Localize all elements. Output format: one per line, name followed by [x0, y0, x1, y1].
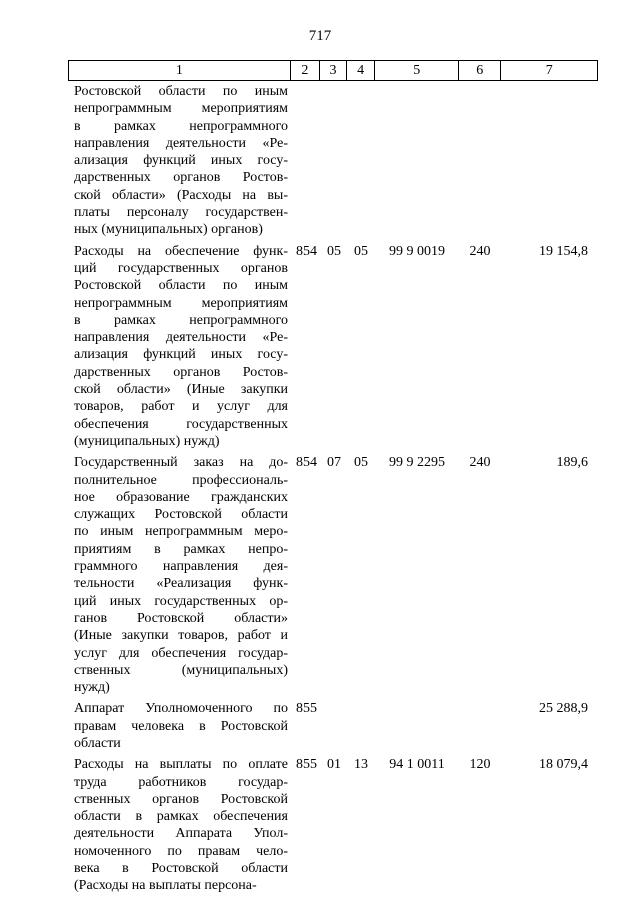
- description-line: дарственных органов Ростов-: [74, 170, 288, 186]
- row-description: [74, 83, 288, 239]
- row-description: [74, 756, 288, 894]
- expense-type-code: 120: [469, 757, 491, 773]
- description-line: ализация функций иных госу-: [74, 153, 288, 169]
- description-line: непрограммным мероприятиям: [74, 295, 288, 311]
- expense-type-code: 240: [469, 455, 491, 471]
- header-col-7: 7: [500, 61, 597, 80]
- subsection-code: 05: [354, 243, 368, 259]
- amount: 25 288,9: [539, 701, 588, 717]
- amount: 19 154,8: [539, 243, 588, 259]
- description-line: Ростовской области по иным: [74, 84, 288, 99]
- expense-type-code: [459, 83, 501, 239]
- description-line: правам человека в Ростовской: [74, 718, 288, 734]
- description-line: служащих Ростовской области: [74, 507, 288, 523]
- description-line: Ростовской области по иным: [74, 278, 288, 294]
- header-col-6: 6: [458, 61, 500, 80]
- description-line: непрограммным мероприятиям: [74, 101, 288, 117]
- description-line: ализация функций иных госу-: [74, 347, 288, 363]
- header-col-4: 4: [346, 61, 375, 80]
- description-line: нужд): [74, 680, 110, 696]
- description-line: ганов Ростовской области»: [74, 610, 288, 626]
- table-row: [68, 83, 598, 239]
- table-header-row: [68, 60, 598, 81]
- description-line: ственных органов Ростовской: [74, 791, 288, 807]
- description-line: (Расходы на выплаты персона-: [74, 878, 257, 894]
- description-line: в рамках непрограммного: [74, 312, 288, 328]
- description-line: (Иные закупки товаров, работ и: [74, 628, 288, 644]
- description-line: направления деятельности «Ре-: [74, 135, 288, 151]
- header-col-5: 5: [374, 61, 458, 80]
- description-line: дарственных органов Ростов-: [74, 364, 288, 380]
- section-code: 07: [327, 455, 341, 471]
- description-line: области в рамках обеспечения: [74, 809, 288, 825]
- subsection-code: [347, 700, 375, 752]
- section-code: 01: [327, 757, 341, 773]
- description-line: ных (муниципальных) органов): [74, 222, 263, 238]
- table-body: [68, 83, 598, 895]
- expense-type-code: [459, 700, 501, 752]
- description-line: ственных (муниципальных): [74, 662, 288, 678]
- subsection-code: [347, 83, 375, 239]
- table-row: [68, 243, 598, 451]
- description-line: услуг для обеспечения государ-: [74, 645, 288, 661]
- page-number: 717: [308, 28, 332, 44]
- description-line: труда работников государ-: [74, 774, 288, 790]
- description-line: ное образование гражданских: [74, 489, 288, 505]
- admin-code: 854: [296, 243, 317, 259]
- description-line: платы персоналу государствен-: [74, 205, 288, 221]
- description-line: Расходы на обеспечение функ-: [74, 243, 288, 259]
- description-line: обеспечения государственных: [74, 416, 288, 432]
- subsection-code: 13: [354, 757, 368, 773]
- description-line: номоченного по правам чело-: [74, 843, 288, 859]
- description-line: граммного направления дея-: [74, 559, 288, 575]
- description-line: полнительное профессиональ-: [74, 472, 288, 488]
- description-line: области: [74, 735, 121, 751]
- expense-type-code: 240: [469, 243, 491, 259]
- header-col-3: 3: [319, 61, 346, 80]
- target-article-code: 99 9 0019: [389, 243, 445, 259]
- table-row: [68, 454, 598, 696]
- description-line: товаров, работ и услуг для: [74, 399, 288, 415]
- description-line: ской области» (Иные закупки: [74, 382, 288, 398]
- description-line: (муниципальных) нужд): [74, 433, 220, 449]
- amount: [501, 83, 593, 239]
- description-line: ской области» (Расходы на вы-: [74, 187, 288, 203]
- header-col-1: 1: [175, 63, 183, 78]
- admin-code: 854: [296, 455, 317, 471]
- section-code: 05: [327, 243, 341, 259]
- amount: 189,6: [556, 455, 588, 471]
- amount: 18 079,4: [539, 757, 588, 773]
- description-line: века в Ростовской области: [74, 861, 288, 877]
- target-article-code: [375, 700, 459, 752]
- description-line: тельности «Реализация функ-: [74, 576, 288, 592]
- description-line: в рамках непрограммного: [74, 118, 288, 134]
- description-line: ций иных государственных ор-: [74, 593, 288, 609]
- table-row: [68, 756, 598, 894]
- target-article-code: [375, 83, 459, 239]
- admin-code: 855: [296, 757, 317, 773]
- section-code: [321, 700, 347, 752]
- admin-code: [292, 83, 321, 239]
- row-description: [74, 243, 288, 451]
- description-line: приятиям в рамках непро-: [74, 541, 288, 557]
- admin-code: 855: [296, 701, 317, 717]
- section-code: [321, 83, 347, 239]
- table-row: [68, 700, 598, 752]
- description-line: Аппарат Уполномоченного по: [74, 701, 288, 717]
- row-description: [74, 700, 288, 752]
- budget-table: [68, 60, 598, 899]
- target-article-code: 94 1 0011: [389, 757, 445, 773]
- subsection-code: 05: [354, 455, 368, 471]
- target-article-code: 99 9 2295: [389, 455, 445, 471]
- row-description: [74, 454, 288, 696]
- description-line: Расходы на выплаты по оплате: [74, 757, 288, 773]
- description-line: Государственный заказ на до-: [74, 455, 288, 471]
- description-line: направления деятельности «Ре-: [74, 330, 288, 346]
- description-line: ций государственных органов: [74, 260, 288, 276]
- description-line: деятельности Аппарата Упол-: [74, 826, 288, 842]
- header-col-2: 2: [290, 61, 320, 80]
- description-line: по иным непрограммным меро-: [74, 524, 288, 540]
